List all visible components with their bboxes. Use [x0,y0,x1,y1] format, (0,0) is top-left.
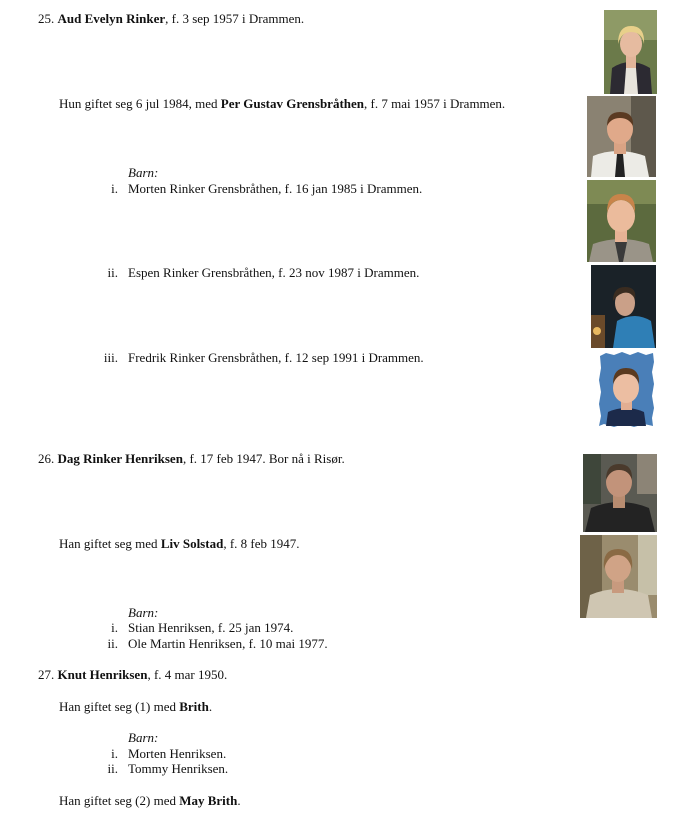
child-item: Ole Martin Henriksen, f. 10 mai 1977. [128,636,328,651]
person-name: Dag Rinker Henriksen [57,451,183,466]
entry-number: 27. [38,667,55,682]
person-details: , f. 17 feb 1947. Bor nå i Risør. [182,451,345,466]
marriage-prefix: Hun giftet seg 6 jul 1984, med [59,96,221,111]
child-numeral: ii. [107,265,118,280]
entry-25-marriage [59,96,505,111]
child-numeral: i. [111,181,118,196]
portrait-photo [596,350,657,430]
entry-25-heading [38,11,304,26]
child-item: Tommy Henriksen. [128,761,229,776]
person-name: Aud Evelyn Rinker [57,11,166,26]
entry-27-heading [38,667,227,682]
child-item: Espen Rinker Grensbråthen, f. 23 nov 1987 i Drammen. [128,265,420,280]
children-heading: Barn: [128,165,159,180]
child-item: Morten Rinker Grensbråthen, f. 16 jan 1985 i Drammen. [128,181,423,196]
person-details: , f. 3 sep 1957 i Drammen. [165,11,305,26]
child-item: Morten Henriksen. [128,746,227,761]
spouse-name: Per Gustav Grensbråthen [220,96,365,111]
person-name: Knut Henriksen [57,667,148,682]
marriage-prefix: Han giftet seg (2) med [59,793,180,808]
spouse-name: May Brith [179,793,238,808]
person-details: , f. 4 mar 1950. [147,667,228,682]
entry-number: 25. [38,11,55,26]
child-item: Stian Henriksen, f. 25 jan 1974. [128,620,294,635]
portrait-photo [580,535,657,618]
child-numeral: iii. [103,350,118,365]
portrait-photo [583,454,657,532]
child-numeral: i. [111,746,118,761]
marriage-suffix: . [237,793,241,808]
entry-27-marriage-1 [59,699,212,714]
spouse-name: Liv Solstad [160,536,224,551]
marriage-suffix: , f. 8 feb 1947. [223,536,300,551]
entry-27-marriage-2 [59,793,241,808]
child-numeral: i. [111,620,118,635]
child-item: Fredrik Rinker Grensbråthen, f. 12 sep 1991 i Drammen. [128,350,424,365]
children-heading: Barn: [128,730,159,745]
child-numeral: ii. [107,636,118,651]
portrait-photo [604,10,657,94]
portrait-photo [591,265,656,348]
portrait-photo [587,96,656,177]
marriage-prefix: Han giftet seg med [59,536,161,551]
children-heading: Barn: [128,605,159,620]
marriage-prefix: Han giftet seg (1) med [59,699,180,714]
child-numeral: ii. [107,761,118,776]
marriage-suffix: , f. 7 mai 1957 i Drammen. [364,96,506,111]
spouse-name: Brith [179,699,209,714]
entry-26-marriage [59,536,300,551]
marriage-suffix: . [208,699,213,714]
portrait-photo [587,180,656,262]
entry-number: 26. [38,451,55,466]
entry-26-heading [38,451,345,466]
